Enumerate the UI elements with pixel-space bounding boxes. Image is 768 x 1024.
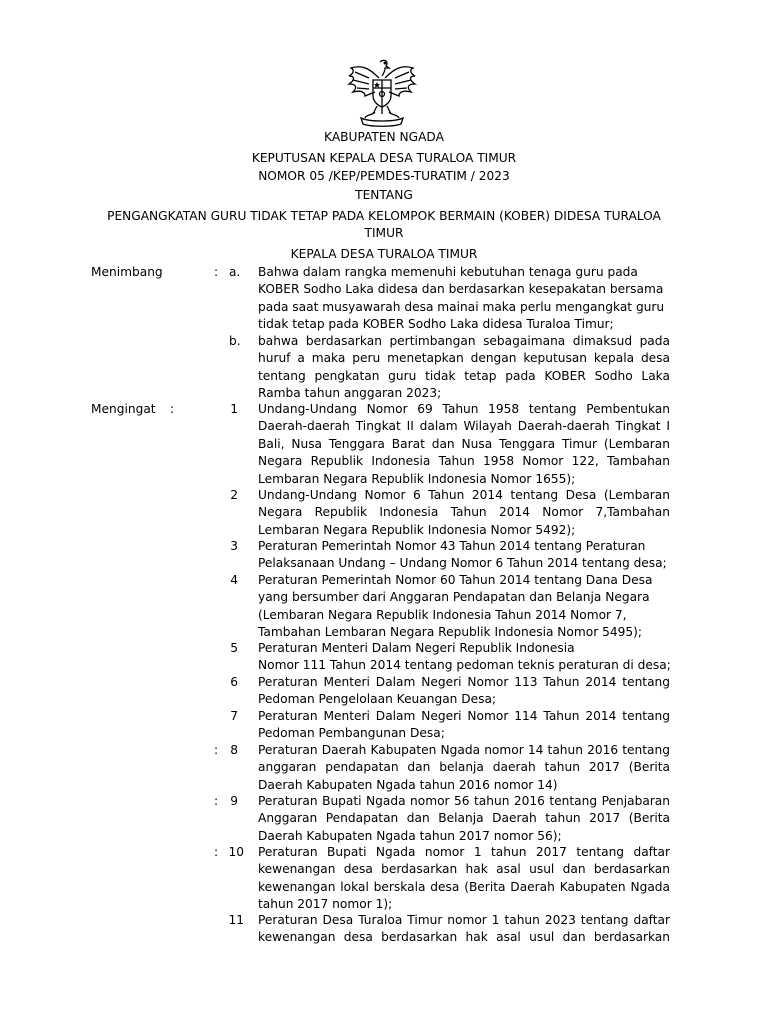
menimbang-marker-a: a. bbox=[229, 265, 241, 279]
list-item-line: tidak tetap pada KOBER Sodho Laka didesa Turaloa Timur; bbox=[258, 317, 614, 332]
mengingat-colon-10: : bbox=[214, 845, 219, 859]
regency-title: KABUPATEN NGADA bbox=[324, 130, 444, 144]
mengingat-marker-8: 8 bbox=[230, 743, 238, 757]
mengingat-colon-8: : bbox=[214, 743, 219, 757]
list-item-line: Peraturan Bupati Ngada nomor 56 tahun 2016 tentang Penjabaran bbox=[258, 794, 670, 808]
list-item-line: Lembaran Negara Republik Indonesia Nomor 5492); bbox=[258, 522, 576, 537]
list-item-line: (Lembaran Negara Republik Indonesia Tahun 2014 Nomor 7, bbox=[258, 607, 627, 622]
mengingat-marker-2: 2 bbox=[230, 488, 238, 502]
mengingat-item-10 bbox=[258, 844, 670, 914]
list-item-line: Lembaran Negara Republik Indonesia Nomor 1655); bbox=[258, 471, 576, 486]
decree-subject-line-2: TIMUR bbox=[364, 226, 404, 240]
menimbang-colon: : bbox=[214, 265, 219, 279]
garuda-emblem-icon bbox=[343, 56, 421, 128]
list-item-line: Peraturan Pemerintah Nomor 43 Tahun 2014 tentang Peraturan bbox=[258, 539, 646, 553]
list-item-line: pada saat musyawarah desa mainai maka perlu mengangkat guru bbox=[258, 299, 665, 314]
mengingat-item-1 bbox=[258, 401, 670, 488]
list-item-line: kewenangan lokal berskala desa (Berita Daerah Kabupaten Ngada bbox=[258, 879, 670, 894]
list-item-line: Daerah-daerah Tingkat II dalam Wilayah Daerah-daerah Tingkat I bbox=[258, 419, 670, 434]
decree-title: KEPUTUSAN KEPALA DESA TURALOA TIMUR bbox=[251, 151, 517, 165]
list-item-line: Undang-Undang Nomor 6 Tahun 2014 tentang Desa (Lembaran bbox=[258, 488, 670, 502]
list-item-line: Pelaksanaan Undang – Undang Nomor 6 Tahun 2014 tentang desa; bbox=[258, 556, 667, 571]
list-item-line: Bali, Nusa Tenggara Barat dan Nusa Tenggara Timur (Lembaran bbox=[258, 436, 670, 451]
list-item-line: Peraturan Menteri Dalam Negeri Nomor 114 Tahun 2014 tentang bbox=[258, 709, 670, 723]
mengingat-marker-4: 4 bbox=[230, 573, 238, 587]
about-heading: TENTANG bbox=[355, 188, 413, 202]
menimbang-item-b bbox=[258, 333, 670, 403]
mengingat-marker-10: 10 bbox=[228, 845, 244, 859]
decree-number: NOMOR 05 /KEP/PEMDES-TURATIM / 2023 bbox=[258, 169, 510, 183]
list-item-line: tahun 2017 nomor 1); bbox=[258, 897, 393, 912]
list-item-line: Ramba tahun anggaran 2023; bbox=[258, 386, 442, 401]
menimbang-marker-b: b. bbox=[229, 334, 241, 348]
list-item-line: tentang pengkatan guru tidak tetap pada KOBER Sodho Laka bbox=[258, 368, 670, 383]
list-item-line: Peraturan Daerah Kabupaten Ngada nomor 14 tahun 2016 tentang bbox=[258, 743, 670, 757]
list-item-line: Peraturan Desa Turaloa Timur nomor 1 tahun 2023 tentang daftar bbox=[258, 913, 670, 927]
menimbang-label: Menimbang bbox=[91, 265, 163, 279]
list-item-line: KOBER Sodho Laka didesa dan berdasarkan kesepakatan bersama bbox=[258, 282, 664, 297]
mengingat-item-8 bbox=[258, 742, 670, 794]
list-item-line: yang bersumber dari Anggaran Pendapatan dan Belanja Negara bbox=[258, 590, 650, 605]
mengingat-marker-11: 11 bbox=[228, 913, 244, 927]
mengingat-item-7 bbox=[258, 708, 670, 743]
mengingat-marker-1: 1 bbox=[230, 402, 238, 416]
list-item-line: huruf a maka peru menetapkan dengan keputusan kepala desa bbox=[258, 351, 670, 366]
mengingat-marker-5: 5 bbox=[230, 641, 238, 655]
decree-subject-line-1: PENGANGKATAN GURU TIDAK TETAP PADA KELOMPOK BERMAIN (KOBER) DIDESA TURALOA bbox=[107, 209, 661, 223]
issuer-heading: KEPALA DESA TURALOA TIMUR bbox=[290, 247, 478, 261]
list-item-line: Bahwa dalam rangka memenuhi kebutuhan tenaga guru pada bbox=[258, 265, 638, 279]
mengingat-colon-9: : bbox=[214, 794, 219, 808]
list-item-line: Peraturan Pemerintah Nomor 60 Tahun 2014 tentang Dana Desa bbox=[258, 573, 653, 587]
list-item-line: Negara Republik Indonesia Tahun 1958 Nomor 122, Tambahan bbox=[258, 454, 670, 469]
mengingat-marker-9: 9 bbox=[230, 794, 238, 808]
list-item-line: Peraturan Menteri Dalam Negeri Republik Indonesia bbox=[258, 641, 575, 655]
list-item-line: Daerah Kabupaten Ngada tahun 2016 nomor 14) bbox=[258, 777, 558, 792]
menimbang-item-a bbox=[258, 264, 670, 334]
list-item-line: Pedoman Pembangunan Desa; bbox=[258, 726, 445, 741]
mengingat-item-9 bbox=[258, 793, 670, 845]
list-item-line: anggaran pendapatan dan belanja daerah tahun 2017 (Berita bbox=[258, 760, 670, 775]
mengingat-marker-6: 6 bbox=[230, 675, 238, 689]
mengingat-marker-7: 7 bbox=[230, 709, 238, 723]
list-item-line: kewenangan desa berdasarkan hak asal usul dan berdasarkan bbox=[258, 862, 670, 877]
mengingat-item-3 bbox=[258, 538, 670, 573]
list-item-line: Daerah Kabupaten Ngada tahun 2017 nomor 56); bbox=[258, 828, 562, 843]
list-item-line: Peraturan Menteri Dalam Negeri Nomor 113 Tahun 2014 tentang bbox=[258, 675, 670, 689]
mengingat-item-4 bbox=[258, 572, 670, 642]
mengingat-label: Mengingat bbox=[91, 402, 156, 416]
list-item-line: Negara Republik Indonesia Tahun 2014 Nomor 7,Tambahan bbox=[258, 505, 670, 520]
list-item-line: kewenangan desa berdasarkan hak asal usul dan berdasarkan bbox=[258, 930, 670, 945]
mengingat-item-5 bbox=[258, 640, 670, 675]
list-item-line: Peraturan Bupati Ngada nomor 1 tahun 2017 tentang daftar bbox=[258, 845, 670, 859]
list-item-line: Anggaran Pendapatan dan Belanja Daerah tahun 2017 (Berita bbox=[258, 811, 670, 826]
mengingat-item-6 bbox=[258, 674, 670, 709]
mengingat-marker-3: 3 bbox=[230, 539, 238, 553]
mengingat-item-11 bbox=[258, 912, 670, 947]
list-item-line: Tambahan Lembaran Negara Republik Indonesia Nomor 5495); bbox=[258, 625, 642, 640]
list-item-line: Undang-Undang Nomor 69 Tahun 1958 tentang Pembentukan bbox=[258, 402, 670, 416]
mengingat-item-2 bbox=[258, 487, 670, 539]
mengingat-colon: : bbox=[170, 402, 175, 416]
list-item-line: Pedoman Pengelolaan Keuangan Desa; bbox=[258, 692, 497, 707]
list-item-line: Nomor 111 Tahun 2014 tentang pedoman teknis peraturan di desa; bbox=[258, 658, 671, 673]
list-item-line: bahwa berdasarkan pertimbangan sebagaimana dimaksud pada bbox=[258, 334, 670, 348]
